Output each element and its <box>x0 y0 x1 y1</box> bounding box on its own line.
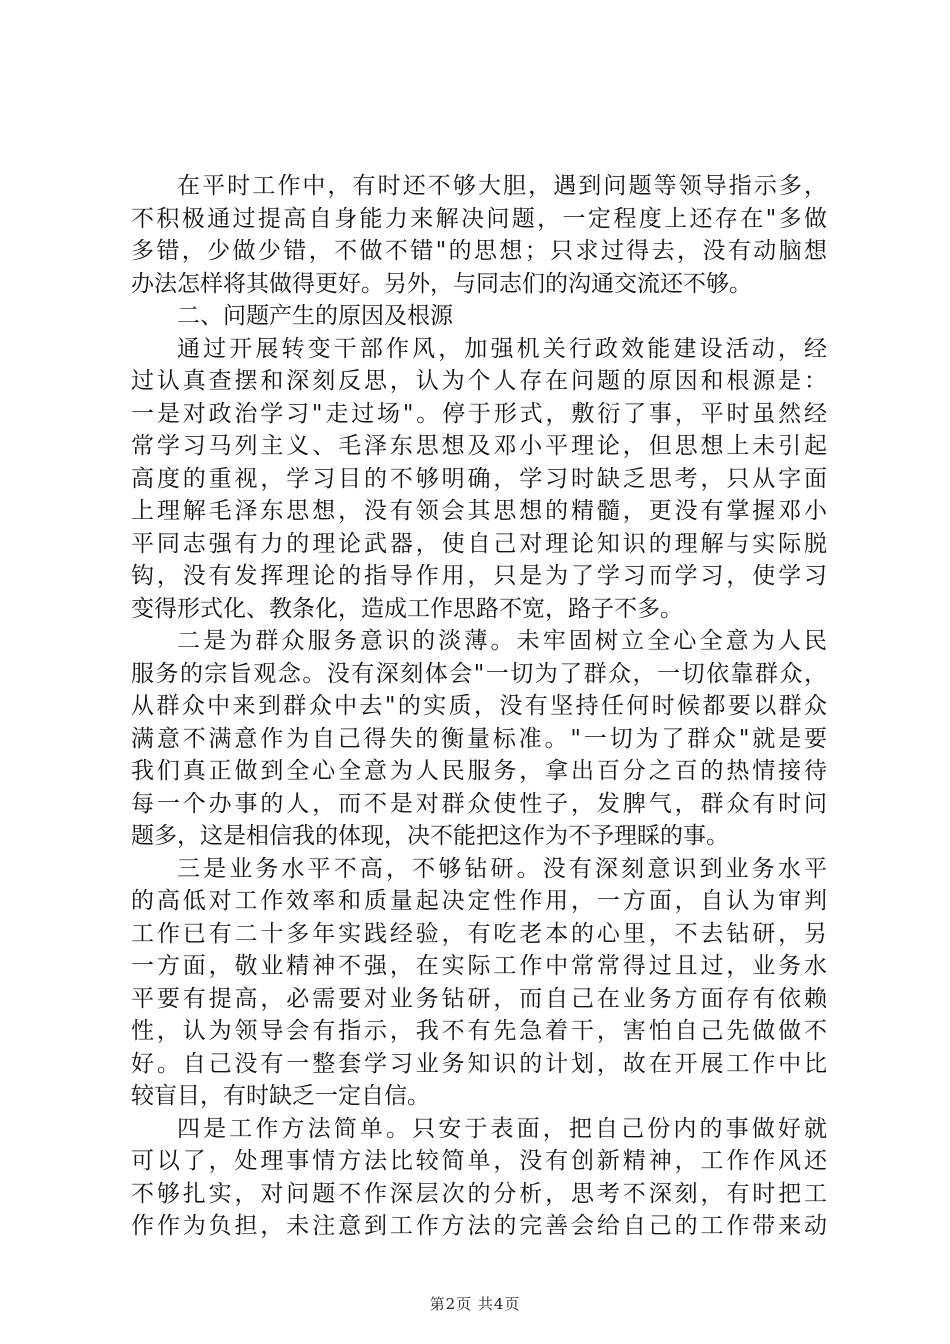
text-line: 二、问题产生的原因及根源 <box>177 303 453 329</box>
text-line: 作作为负担，未注意到工作方法的完善会给自己的工作带来动 <box>131 1213 827 1239</box>
text-line: 办法怎样将其做得更好。另外，与同志们的沟通交流还不够。 <box>131 270 752 297</box>
text-line: 变得形式化、教条化，造成工作思路不宽，路子不多。 <box>131 595 683 622</box>
text-line: 好。自己没有一整套学习业务知识的计划，故在开展工作中比 <box>131 1050 827 1077</box>
text-line: 的高低对工作效率和质量起决定性作用，一方面，自认为审判 <box>131 888 827 914</box>
text-line: 可以了，处理事情方法比较简单，没有创新精神，工作作风还 <box>131 1148 827 1174</box>
paragraph <box>131 853 827 1113</box>
text-line: 一方面，敬业精神不强，在实际工作中常常得过且过，业务水 <box>131 953 827 979</box>
text-line: 较盲目，有时缺乏一定自信。 <box>131 1083 430 1109</box>
text-line: 二是为群众服务意识的淡薄。未牢固树立全心全意为人民 <box>177 628 827 654</box>
document-body <box>131 170 827 1243</box>
paragraph <box>131 170 827 300</box>
text-line: 每一个办事的人，而不是对群众使性子，发脾气，群众有时问 <box>131 790 827 817</box>
text-line: 高度的重视，学习目的不够明确，学习时缺乏思考，只从字面 <box>131 465 827 492</box>
text-line: 平同志强有力的理论武器，使自己对理论知识的理解与实际脱 <box>131 530 827 557</box>
text-line: 上理解毛泽东思想，没有领会其思想的精髓，更没有掌握邓小 <box>131 498 827 524</box>
text-line: 题多，这是相信我的体现，决不能把这作为不予理睬的事。 <box>131 823 729 849</box>
text-line: 多错，少做少错，不做不错"的思想；只求过得去，没有动脑想 <box>131 238 827 264</box>
text-line: 一是对政治学习"走过场"。停于形式，敷衍了事，平时虽然经 <box>131 400 827 427</box>
text-line: 工作已有二十多年实践经验，有吃老本的心里，不去钻研，另 <box>131 920 827 947</box>
text-line: 性，认为领导会有指示，我不有先急着干，害怕自己先做做不 <box>131 1018 827 1044</box>
paragraph <box>131 300 827 333</box>
text-line: 服务的宗旨观念。没有深刻体会"一切为了群众，一切依靠群众， <box>131 660 827 687</box>
paragraph <box>131 1113 827 1243</box>
text-line: 不够扎实，对问题不作深层次的分析，思考不深刻，有时把工 <box>131 1180 827 1207</box>
text-line: 常学习马列主义、毛泽东思想及邓小平理论，但思想上未引起 <box>131 433 827 459</box>
page-footer: 第2页 共4页 <box>429 1295 521 1313</box>
text-line: 不积极通过提高自身能力来解决问题，一定程度上还存在"多做 <box>131 205 827 232</box>
paragraph <box>131 333 827 626</box>
text-line: 在平时工作中，有时还不够大胆，遇到问题等领导指示多， <box>177 173 827 199</box>
text-line: 过认真查摆和深刻反思，认为个人存在问题的原因和根源是： <box>131 368 827 394</box>
text-line: 四是工作方法简单。只安于表面，把自己份内的事做好就 <box>177 1115 827 1142</box>
text-line: 满意不满意作为自己得失的衡量标准。"一切为了群众"就是要 <box>131 725 827 752</box>
text-line: 从群众中来到群众中去"的实质，没有坚持任何时候都要以群众 <box>131 693 827 719</box>
text-line: 通过开展转变干部作风，加强机关行政效能建设活动，经 <box>177 335 827 362</box>
text-line: 我们真正做到全心全意为人民服务，拿出百分之百的热情接待 <box>131 758 827 784</box>
text-line: 平要有提高，必需要对业务钻研，而自己在业务方面存有依赖 <box>131 985 827 1012</box>
paragraph <box>131 625 827 853</box>
text-line: 钩，没有发挥理论的指导作用，只是为了学习而学习，使学习 <box>131 563 827 589</box>
text-line: 三是业务水平不高，不够钻研。没有深刻意识到业务水平 <box>177 855 827 882</box>
